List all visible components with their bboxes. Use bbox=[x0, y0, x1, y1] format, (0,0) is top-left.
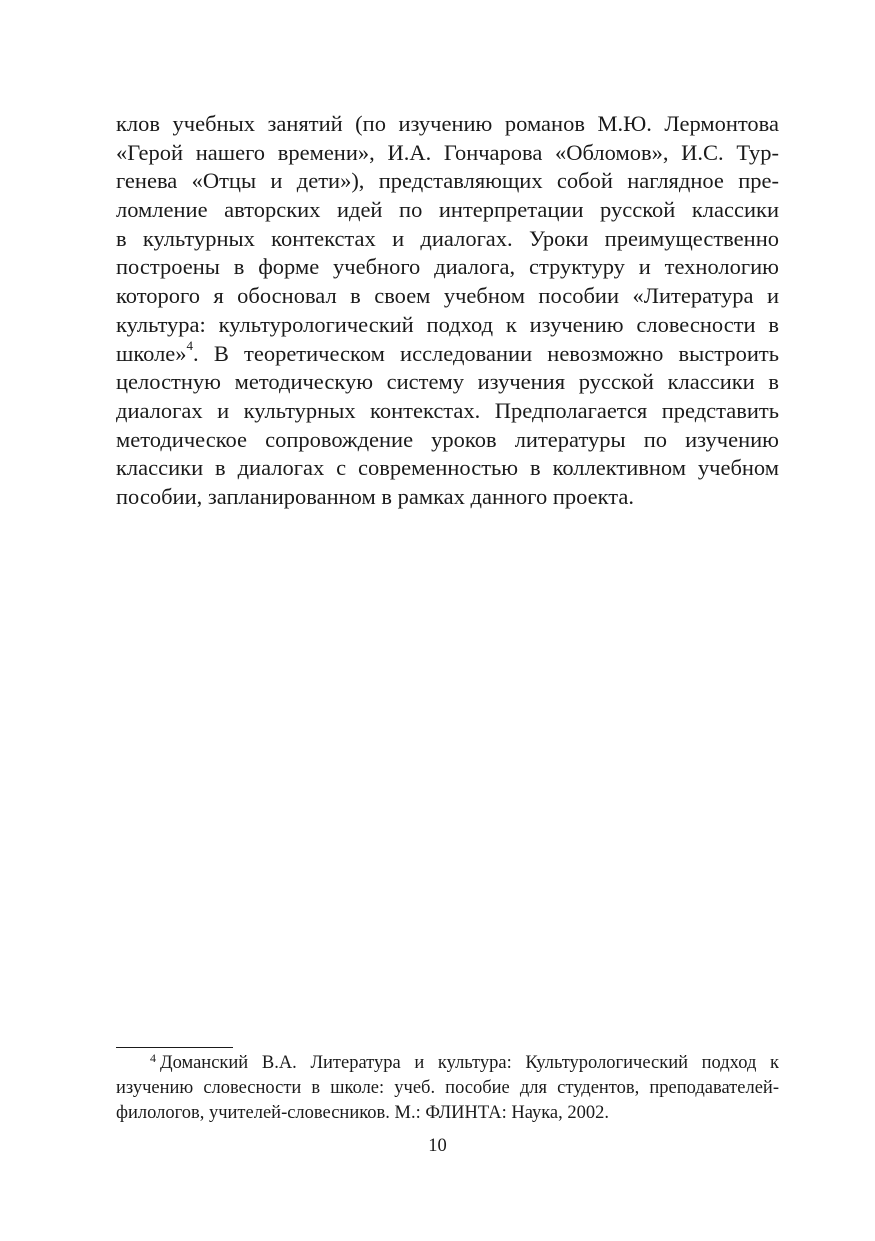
footnote-line-last: филологов, учителей-словесников. М.: ФЛИНТА: Наука, 2002. bbox=[116, 1102, 610, 1123]
body-text bbox=[116, 110, 779, 512]
body-line-last: пособии, запланированном в рамках данного проекта. bbox=[116, 483, 635, 509]
body-line: методическое сопровождение уроков литературы по изучению bbox=[116, 426, 779, 452]
body-line-segment: . В теоретическом исследовании невозможно выстроить bbox=[193, 340, 779, 366]
body-line: построены в форме учебного диалога, структуру и технологию bbox=[116, 254, 779, 280]
footnote-reference[interactable]: 4 bbox=[186, 338, 194, 353]
footnote bbox=[116, 1051, 779, 1125]
body-line: ломление авторских идей по интерпретации русской классики bbox=[116, 197, 779, 223]
footnote-line-first bbox=[116, 1051, 779, 1076]
body-line: «Герой нашего времени», И.А. Гончарова «Обломов», И.С. Тур- bbox=[116, 139, 779, 165]
body-line: диалогах и культурных контекстах. Предполагается представить bbox=[116, 397, 779, 423]
body-line-segment: школе» bbox=[116, 340, 187, 366]
body-line: целостную методическую систему изучения русской классики в bbox=[116, 369, 779, 395]
body-line-with-footnote-ref bbox=[116, 340, 779, 369]
footnote-number: 4 bbox=[150, 1051, 156, 1065]
body-line: в культурных контекстах и диалогах. Уроки преимущественно bbox=[116, 225, 779, 251]
body-line: генева «Отцы и дети»), представляющих собой наглядное пре- bbox=[116, 168, 779, 194]
footnote-line: изучению словесности в школе: учеб. пособие для студентов, преподавателей- bbox=[116, 1078, 779, 1099]
footnote-separator bbox=[116, 1047, 233, 1048]
body-line: классики в диалогах с современностью в коллективном учебном bbox=[116, 455, 779, 481]
footnote-line-text: Доманский В.А. Литература и культура: Культурологический подход к bbox=[160, 1053, 779, 1073]
body-line: которого я обосновал в своем учебном пособии «Литература и bbox=[116, 283, 779, 309]
page-number: 10 bbox=[428, 1136, 447, 1156]
body-line: культура: культурологический подход к изучению словесности в bbox=[116, 311, 779, 337]
body-line: клов учебных занятий (по изучению романов М.Ю. Лермонтова bbox=[116, 111, 779, 136]
